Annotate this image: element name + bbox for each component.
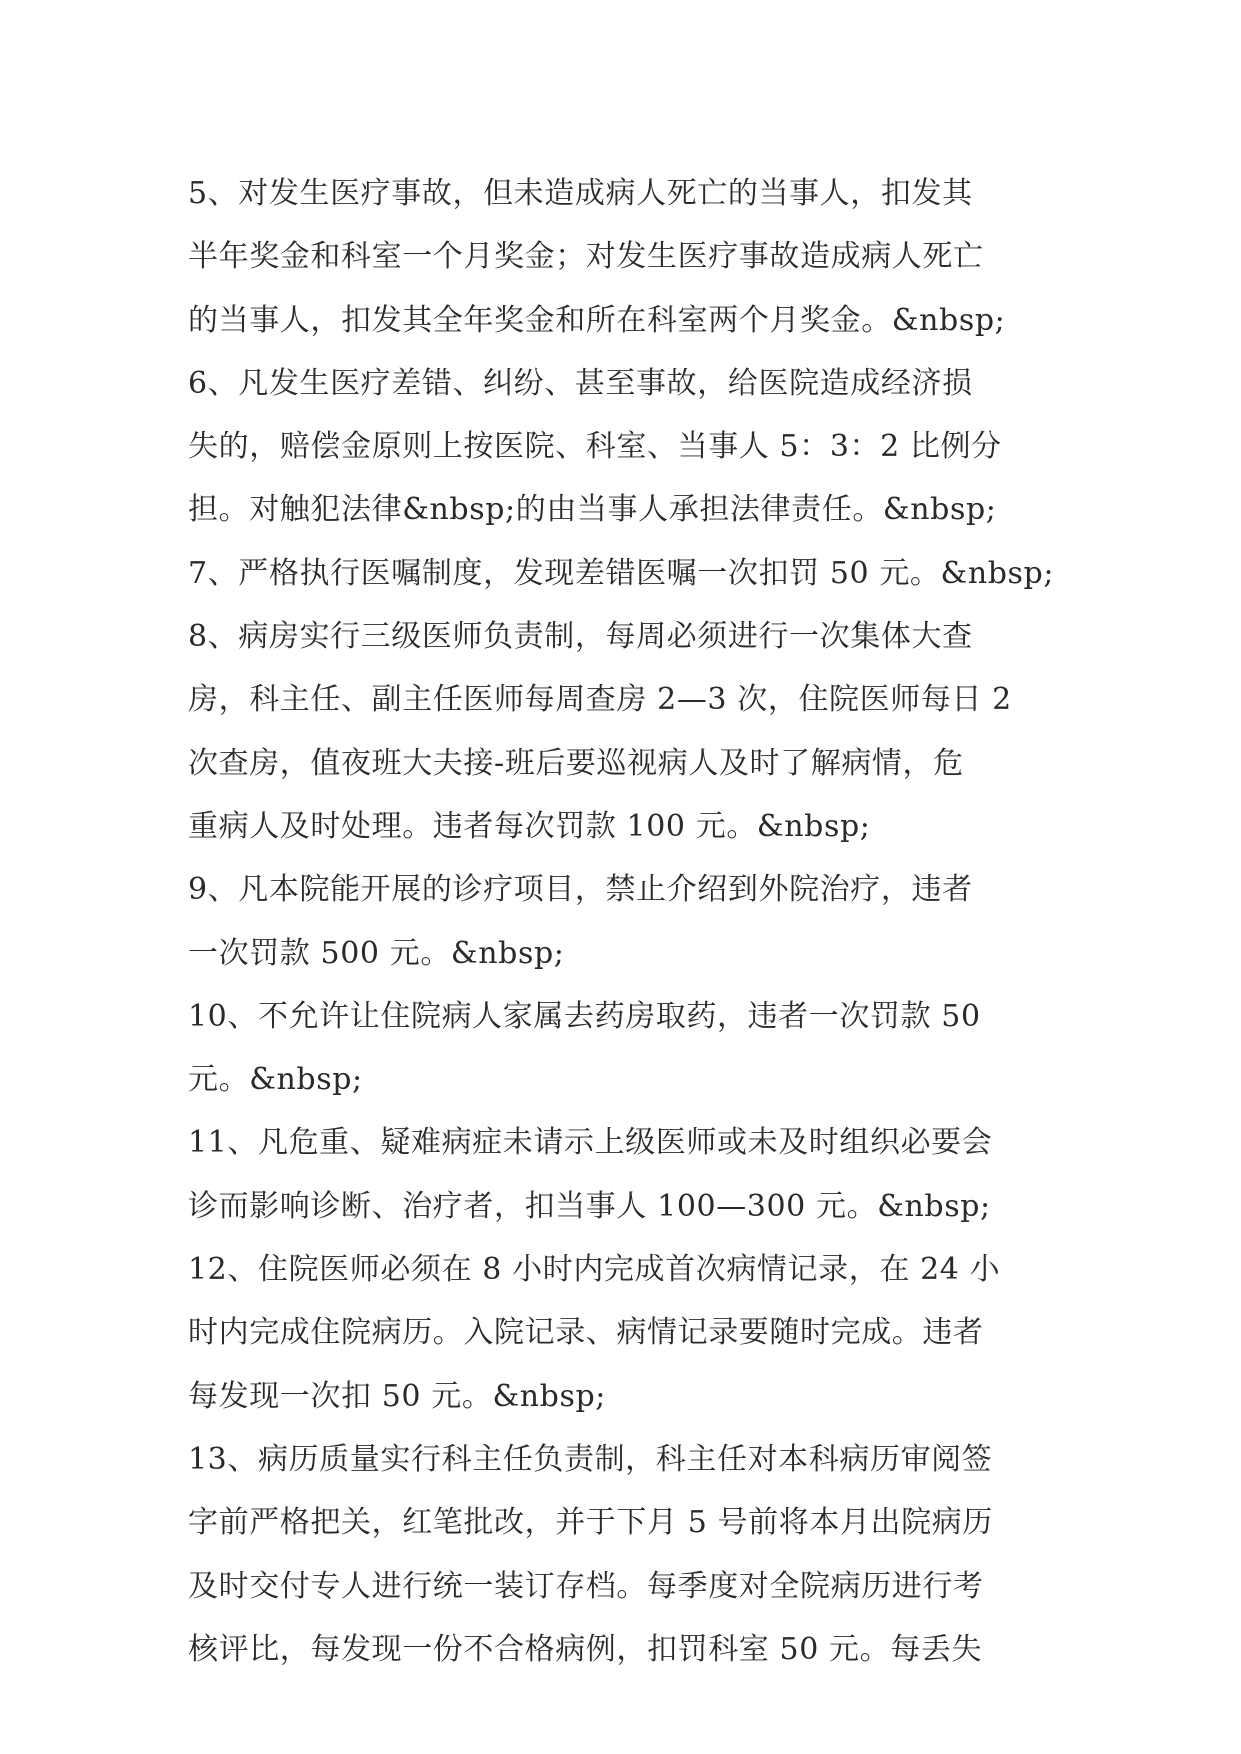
text-line: 9、凡本院能开展的诊疗项目，禁止介绍到外院治疗，违者 [188,872,973,908]
text-line: 失的，赔偿金原则上按医院、科室、当事人 5：3：2 比例分 [188,429,1002,465]
text-line: 担。对触犯法律&nbsp;的由当事人承担法律责任。&nbsp; [188,492,997,528]
text-line: 及时交付专人进行统一装订存档。每季度对全院病历进行考 [188,1568,984,1604]
text-line: 房，科主任、副主任医师每周查房 2—3 次，住院医师每日 2 [188,682,1012,718]
text-line: 元。&nbsp; [188,1062,363,1098]
text-line: 13、病历质量实行科主任负责制，科主任对本科病历审阅签 [188,1441,993,1477]
text-line: 的当事人，扣发其全年奖金和所在科室两个月奖金。&nbsp; [188,302,1006,338]
text-line: 11、凡危重、疑难病症未请示上级医师或未及时组织必要会 [188,1125,993,1161]
text-line: 12、住院医师必须在 8 小时内完成首次病情记录，在 24 小 [188,1252,1001,1288]
text-line: 6、凡发生医疗差错、纠纷、甚至事故，给医院造成经济损 [188,365,973,401]
text-line: 时内完成住院病历。入院记录、病情记录要随时完成。违者 [188,1315,984,1351]
document-body [188,162,1058,1681]
text-line: 核评比，每发现一份不合格病例，扣罚科室 50 元。每丢失 [188,1631,983,1667]
text-line: 5、对发生医疗事故，但未造成病人死亡的当事人，扣发其 [188,176,973,211]
text-line: 7、严格执行医嘱制度，发现差错医嘱一次扣罚 50 元。&nbsp; [188,555,1055,591]
text-line: 半年奖金和科室一个月奖金；对发生医疗事故造成病人死亡 [188,239,984,275]
text-line: 诊而影响诊断、治疗者，扣当事人 100—300 元。&nbsp; [188,1188,991,1224]
text-line: 次查房，值夜班大夫接-班后要巡视病人及时了解病情，危 [188,745,964,781]
text-line: 8、病房实行三级医师负责制，每周必须进行一次集体大查 [188,619,973,655]
text-line: 一次罚款 500 元。&nbsp; [188,935,565,971]
text-line: 重病人及时处理。违者每次罚款 100 元。&nbsp; [188,808,871,844]
text-line: 字前严格把关，红笔批改，并于下月 5 号前将本月出院病历 [188,1505,993,1541]
text-line: 10、不允许让住院病人家属去药房取药，违者一次罚款 50 [188,998,981,1034]
text-line: 每发现一次扣 50 元。&nbsp; [188,1378,606,1414]
